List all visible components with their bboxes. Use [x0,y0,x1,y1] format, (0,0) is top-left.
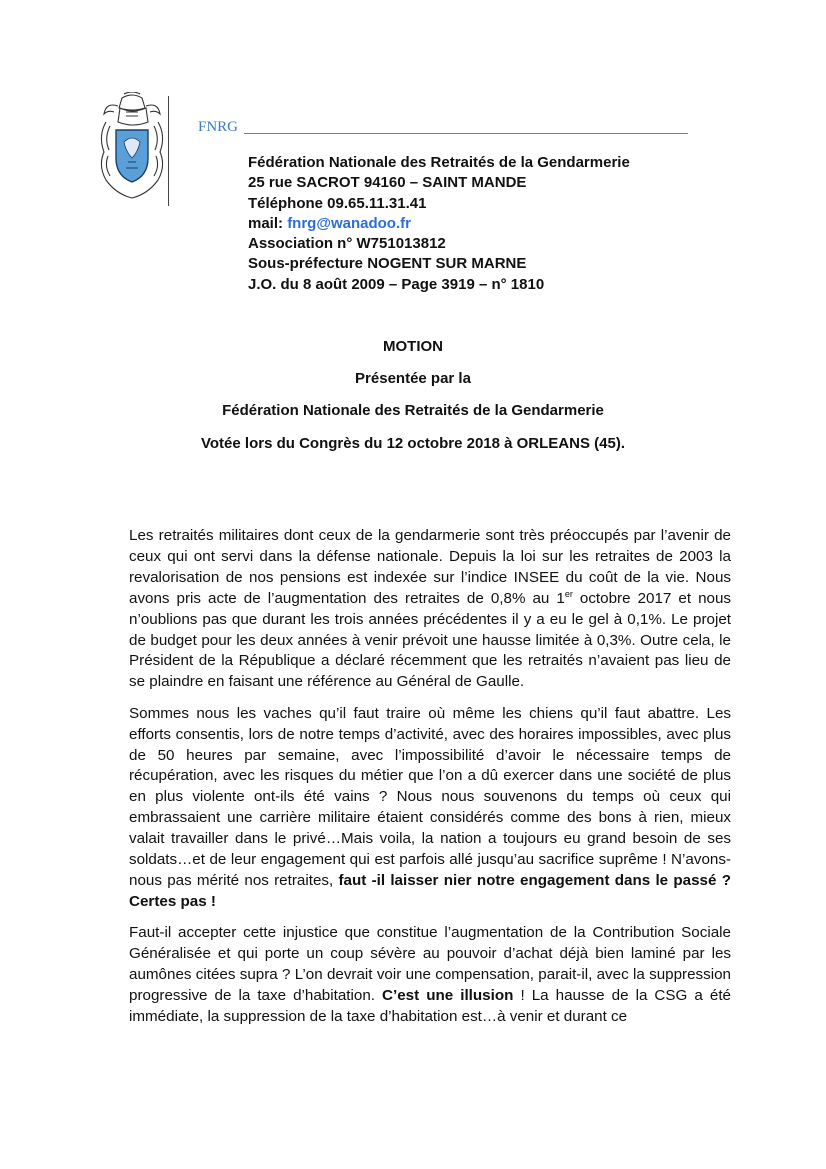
paragraph-2-text: Sommes nous les vaches qu’il faut traire où même les chiens qu’il faut abattre. Les efforts consentis, lors de notre temps d’activité, avec des horaires impossibles, avec plus de 50 heures par semaine, avec l’impossibilité d’avoir le nécessaire temps de récupération, avec les risques du métier que l’on a dû exercer dans une société de plus en plus violente ont-ils été vains ? Nous nous souvenons du temps où ceux qui embrassaient une carrière militaire étaient considérés comme des bons à rien, mieux valait travailler dans le privé…Mais voila, la nation a toujours eu grand besoin de ses soldats…et de leur engagement qui est parfois allé jusqu’au sacrifice suprême ! N’avons-nous pas mérité nos retraites, [129,704,731,889]
org-subprefecture: Sous-préfecture NOGENT SUR MARNE [248,255,527,273]
paragraph-3-text-a: Faut-il accepter cette injustice que constitue l’augmentation de la Contribution Sociale Généralisée et qui porte un coup sévère au pouvoir d’achat déjà bien laminé par les aumônes citées supra ? L’on devrait voir une compensation, parait-il, avec la suppression progressive de la taxe d’habitation. [129,924,731,1005]
org-address: 25 rue SACROT 94160 – SAINT MANDE [248,174,527,192]
motion-body [129,526,731,1038]
ordinal-superscript: er [564,588,573,599]
letterhead-address-block [248,153,630,295]
motion-federation: Fédération Nationale des Retraités de la Gendarmerie [222,402,604,419]
paragraph-3 [129,923,731,1028]
gendarmerie-crest-logo [98,92,166,200]
org-mail [248,214,630,234]
paragraph-3-text-b: ! La hausse de la CSG a été immédiate, la suppression de la taxe d’habitation est…à venir et durant ce [129,987,731,1025]
org-association-number: Association n° W751013812 [248,235,446,253]
paragraph-3-emphasis: C’est une illusion [382,987,514,1005]
paragraph-1-text-a: Les retraités militaires dont ceux de la gendarmerie sont très préoccupés par l’avenir de ceux qui ont servi dans la défense nationale. Depuis la loi sur les retraites de 2003 la revalorisation de nos pensions est indexée sur l’indice INSEE du coût de la vie. Nous avons pris acte de l’augmentation des retraites de 0,8% au 1 [129,527,731,607]
motion-presented-by: Présentée par la [355,370,471,387]
letterhead-tag: FNRG [198,119,239,135]
mail-label: mail: [248,214,288,232]
paragraph-1-text-b: octobre 2017 et nous n’oublions pas que durant les trois années précédentes il y a eu le gel à 0,1%. Le projet de budget pour les deux années à venir prévoit une hausse limitée à 0,3%. Outre cela, le Président de la République a déclaré récemment que les retraités n’avaient pas lieu de se plaindre en faisant une référence au Général de Gaulle. [129,589,732,691]
org-jo-reference: J.O. du 8 août 2009 – Page 3919 – n° 1810 [248,275,545,293]
motion-heading: MOTION [383,338,443,355]
letterhead-divider [168,96,169,206]
letterhead-rule [244,133,688,134]
org-name: Fédération Nationale des Retraités de la Gendarmerie [248,154,630,171]
mail-link[interactable]: fnrg@wanadoo.fr [287,214,411,232]
paragraph-2 [129,704,731,913]
paragraph-1 [129,526,731,693]
motion-vote-info: Votée lors du Congrès du 12 octobre 2018 à ORLEANS (45). [201,435,625,452]
paragraph-2-emphasis: faut -il laisser nier notre engagement dans le passé ? Certes pas ! [129,872,731,910]
org-phone: Téléphone 09.65.11.31.41 [248,194,427,212]
